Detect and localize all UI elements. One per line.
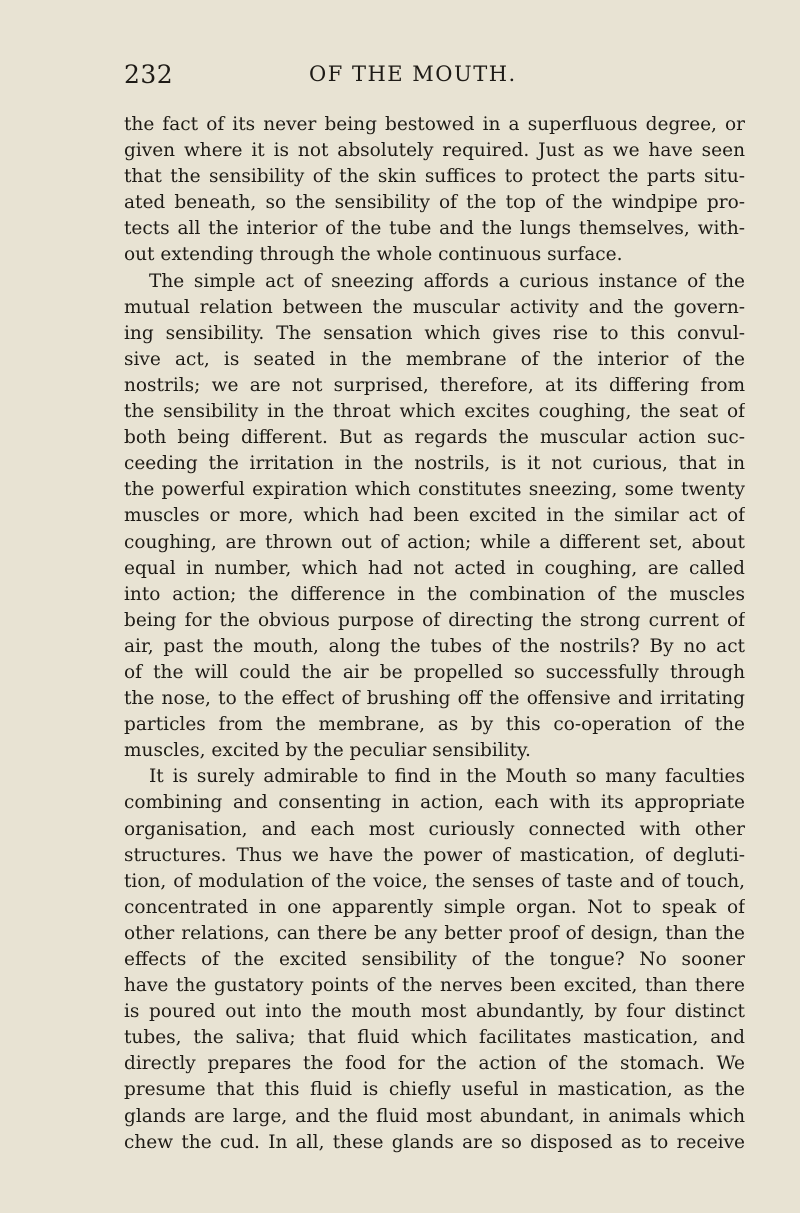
- text-line: presume that this fluid is chiefly useful in mastication, as the: [124, 1079, 745, 1101]
- text-line: tion, of modulation of the voice, the senses of taste and of touch,: [124, 870, 745, 892]
- text-line: effects of the excited sensibility of the tongue? No sooner: [124, 949, 745, 970]
- text-line: both being different. But as regards the muscular action suc-: [124, 427, 745, 449]
- text-line: ing sensibility. The sensation which gives rise to this convul-: [124, 322, 745, 344]
- text-line: ceeding the irritation in the nostrils, is it not curious, that in: [124, 453, 745, 475]
- text-line: directly prepares the food for the action of the stomach. We: [124, 1053, 745, 1075]
- text-line: tubes, the saliva; that fluid which facilitates mastication, and: [124, 1027, 745, 1049]
- body-text: [124, 112, 745, 1156]
- text-line: mutual relation between the muscular activity and the govern-: [124, 296, 745, 318]
- text-line: structures. Thus we have the power of mastication, of degluti-: [124, 844, 745, 866]
- text-line: that the sensibility of the skin suffices to protect the parts situ-: [124, 166, 745, 188]
- text-line: sive act, is seated in the membrane of the interior of the: [124, 348, 745, 370]
- text-line: chew the cud. In all, these glands are so disposed as to receive: [124, 1131, 745, 1153]
- text-line: the fact of its never being bestowed in a superfluous degree, or: [124, 114, 745, 135]
- paragraph-start-line: It is surely admirable to find in the Mouth so many faculties: [149, 766, 745, 788]
- text-line: given where it is not absolutely required. Just as we have seen: [124, 140, 745, 162]
- running-title: OF THE MOUTH.: [309, 62, 517, 86]
- text-line: other relations, can there be any better proof of design, than the: [124, 922, 745, 944]
- text-line: the powerful expiration which constitutes sneezing, some twenty: [124, 479, 745, 501]
- text-line: muscles or more, which had been excited in the similar act of: [124, 505, 745, 527]
- text-line: particles from the membrane, as by this co-operation of the: [124, 714, 745, 736]
- text-line: muscles, excited by the peculiar sensibility.: [124, 740, 531, 762]
- text-line: of the will could the air be propelled so successfully through: [124, 661, 745, 683]
- text-line: equal in number, which had not acted in coughing, are called: [124, 557, 745, 579]
- text-line: out extending through the whole continuous surface.: [124, 244, 623, 266]
- text-line: into action; the difference in the combination of the muscles: [124, 583, 745, 605]
- text-line: the sensibility in the throat which excites coughing, the seat of: [124, 401, 745, 423]
- text-line: air, past the mouth, along the tubes of the nostrils? By no act: [124, 635, 745, 657]
- running-head: [124, 60, 744, 94]
- text-line: coughing, are thrown out of action; while a different set, about: [124, 531, 745, 553]
- text-line: have the gustatory points of the nerves been excited, than there: [124, 975, 745, 997]
- text-line: tects all the interior of the tube and the lungs themselves, with-: [124, 218, 745, 240]
- text-line: ated beneath, so the sensibility of the top of the windpipe pro-: [124, 192, 745, 214]
- text-line: nostrils; we are not surprised, therefore, at its differing from: [124, 374, 745, 396]
- text-line: glands are large, and the fluid most abundant, in animals which: [124, 1105, 745, 1127]
- paragraph-start-line: The simple act of sneezing affords a curious instance of the: [149, 270, 745, 292]
- text-line: organisation, and each most curiously connected with other: [124, 818, 745, 840]
- text-line: concentrated in one apparently simple organ. Not to speak of: [124, 896, 745, 918]
- text-line: is poured out into the mouth most abundantly, by four distinct: [124, 1001, 745, 1023]
- page-number: 232: [124, 60, 174, 89]
- text-line: combining and consenting in action, each with its appropriate: [124, 792, 745, 814]
- text-line: the nose, to the effect of brushing off the offensive and irritating: [124, 688, 745, 710]
- text-line: being for the obvious purpose of directing the strong current of: [124, 609, 745, 631]
